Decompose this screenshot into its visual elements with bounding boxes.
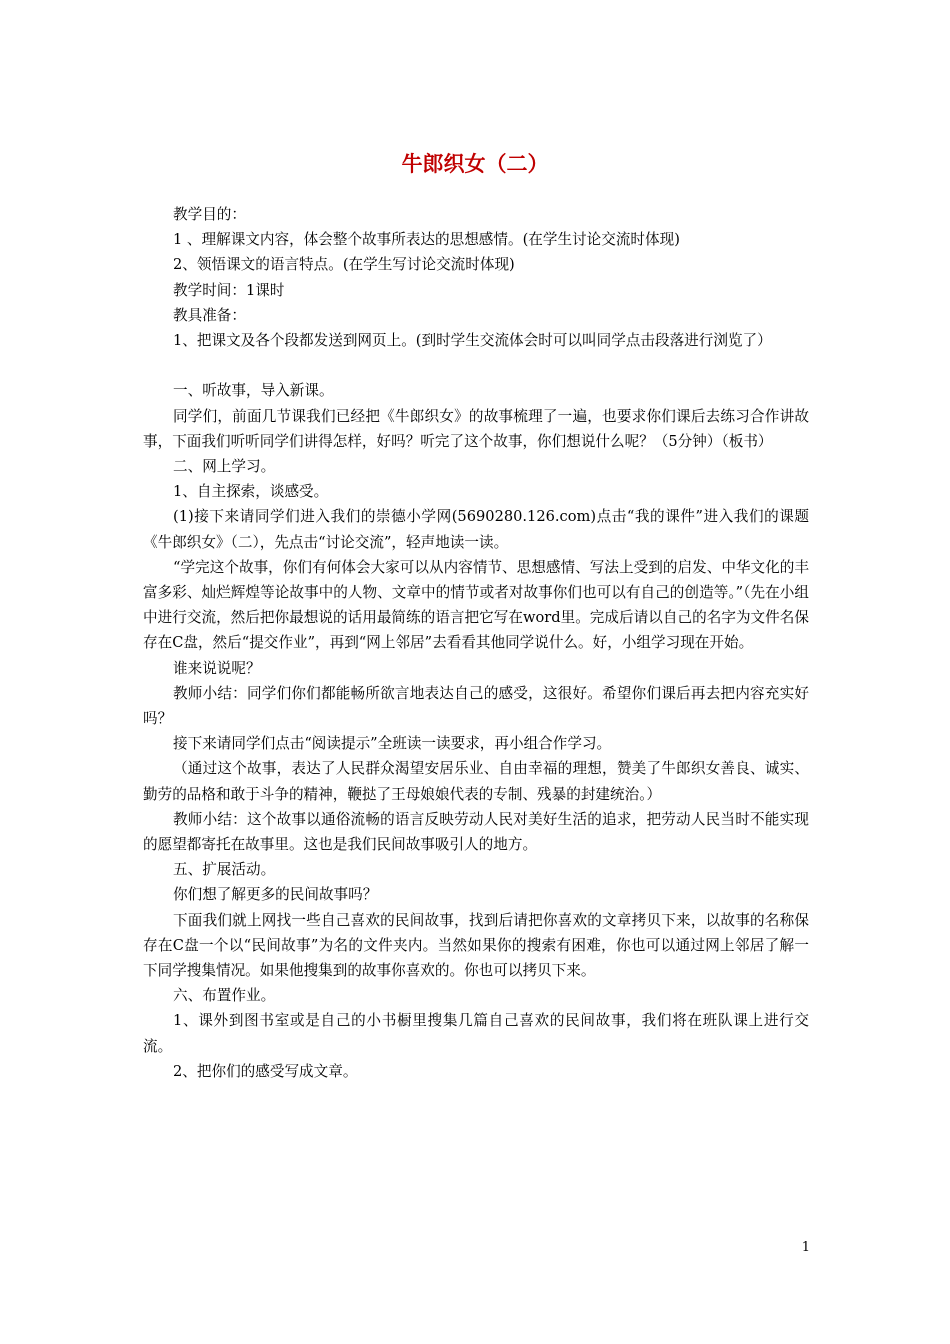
paragraph-section-1-heading: 一、听故事，导入新课。 <box>173 382 334 400</box>
paragraph-section-2-sub-1: 1、自主探索，谈感受。 <box>173 483 329 501</box>
document-body <box>143 202 809 1084</box>
paragraph-story-theme: （通过这个故事，表达了人民群众渴望安居乐业、自由幸福的理想，赞美了牛郎织女善良、诚实、勤劳的品格和敢于斗争的精神，鞭挞了王母娘娘代表的专制、残暴的封建统治。） <box>143 760 809 803</box>
document-title: 牛郎织女（二） <box>401 151 549 176</box>
paragraph-teaching-time: 教学时间：1课时 <box>173 281 285 299</box>
paragraph-section-2-step-1: (1)接下来请同学们进入我们的崇德小学网(5690280.126.com)点击“我的课件”进入我们的课题《牛郎织女》（二），先点击“讨论交流”，轻声地读一读。 <box>143 508 809 551</box>
paragraph-goal-1: 1 、理解课文内容，体会整个故事所表达的思想感情。(在学生讨论交流时体现) <box>173 231 680 249</box>
paragraph-reading-hints: 接下来请同学们点击“阅读提示”全班读一读要求，再小组合作学习。 <box>173 735 612 753</box>
paragraph-teacher-summary-2: 教师小结：这个故事以通俗流畅的语言反映劳动人民对美好生活的追求，把劳动人民当时不能实现的愿望都寄托在故事里。这也是我们民间故事吸引人的地方。 <box>143 810 809 854</box>
paragraph-homework-1: 1、课外到图书室或是自己的小书橱里搜集几篇自己喜欢的民间故事，我们将在班队课上进行交流。 <box>143 1012 809 1055</box>
paragraph-section-5-heading: 五、扩展活动。 <box>173 861 276 879</box>
paragraph-section-1-body: 同学们，前面几节课我们已经把《牛郎织女》的故事梳理了一遍，也要求你们课后去练习合作讲故事，下面我们听听同学们讲得怎样，好吗？听完了这个故事，你们想说什么呢？（5分钟）（板书） <box>143 407 809 450</box>
paragraph-goal-2: 2、领悟课文的语言特点。(在学生写讨论交流时体现) <box>173 256 515 274</box>
paragraph-section-2-heading: 二、网上学习。 <box>173 458 276 476</box>
paragraph-who-speaks: 谁来说说呢？ <box>173 659 261 677</box>
paragraph-materials-1: 1、把课文及各个段都发送到网页上。(到时学生交流体会时可以叫同学点击段落进行浏览了） <box>173 332 772 350</box>
paragraph-teaching-goals-heading: 教学目的： <box>173 206 246 223</box>
paragraph-section-6-heading: 六、布置作业。 <box>173 987 276 1005</box>
paragraph-section-5-body: 下面我们就上网找一些自己喜欢的民间故事，找到后请把你喜欢的文章拷贝下来，以故事的名称保存在C盘一个以“民间故事”为名的文件夹内。当然如果你的搜索有困难，你也可以通过网上邻居了解一下同学搜集情况。如果他搜集到的故事你喜欢的。你也可以拷贝下来。 <box>143 911 809 980</box>
paragraph-discussion-prompt: “学完这个故事，你们有何体会大家可以从内容情节、思想感情、写法上受到的启发、中华文化的丰富多彩、灿烂辉煌等论故事中的人物、文章中的情节或者对故事你们也可以有自己的创造等。”（先在小组中进行交流，然后把你最想说的话用最简练的语言把它写在word里。完成后请以自己的名字为文件名保存在C盘，然后“提交作业”，再到“网上邻居”去看看其他同学说什么。好，小组学习现在开始。 <box>143 558 809 652</box>
paragraph-materials-heading: 教具准备： <box>173 306 246 324</box>
page-number: 1 <box>801 1240 810 1255</box>
paragraph-teacher-summary-1: 教师小结：同学们你们都能畅所欲言地表达自己的感受，这很好。希望你们课后再去把内容充实好吗？ <box>143 684 809 728</box>
paragraph-section-5-question: 你们想了解更多的民间故事吗？ <box>173 886 378 904</box>
paragraph-homework-2: 2、把你们的感受写成文章。 <box>173 1062 358 1080</box>
paragraph-blank <box>143 353 809 378</box>
